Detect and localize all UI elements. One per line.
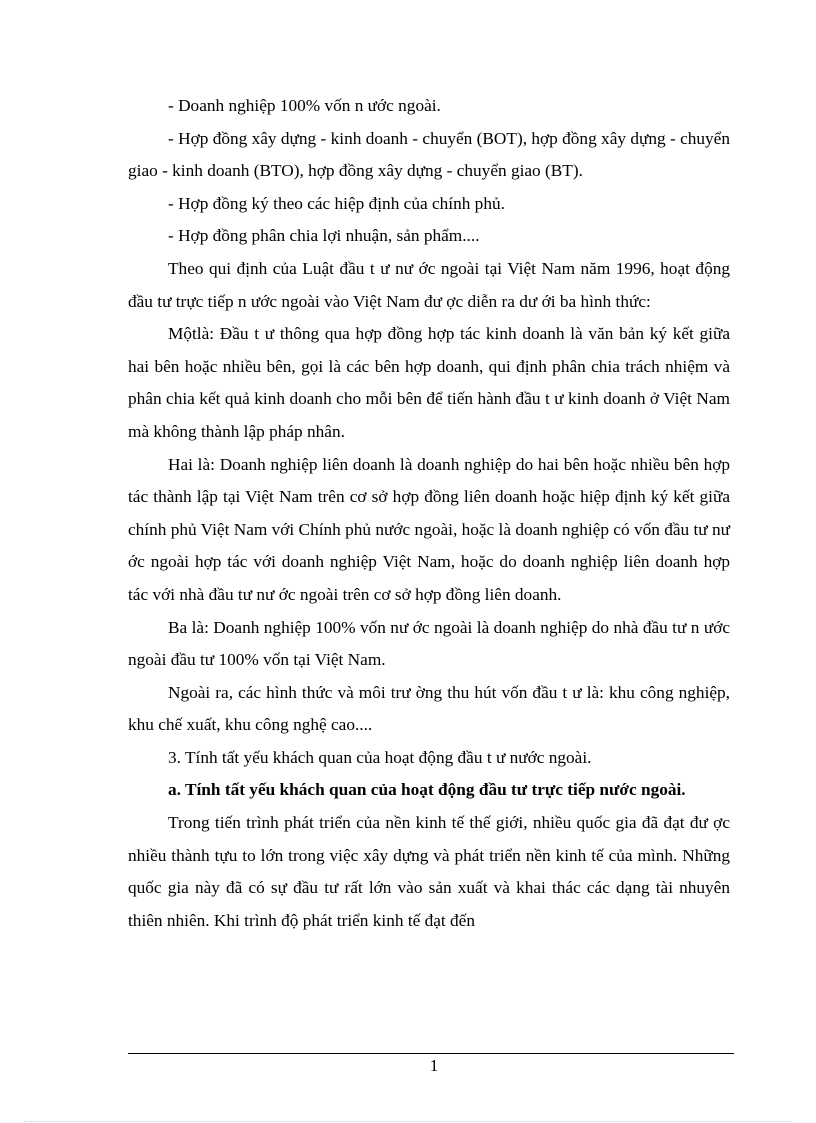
paragraph-other-forms: Ngoài ra, các hình thức và môi trư ờng thu hút vốn đầu t ư là: khu công nghiệp, khu chế xuất, khu công nghệ cao....	[128, 682, 730, 735]
document-body	[128, 90, 730, 937]
page-edge-dotted-line	[24, 1121, 792, 1122]
section-heading-3: 3. Tính tất yếu khách quan của hoạt động đầu t ư nước ngoài.	[168, 747, 592, 767]
paragraph-form-three: Ba là: Doanh nghiệp 100% vốn nư ớc ngoài là doanh nghiệp do nhà đầu tư n ước ngoài đầu tư 100% vốn tại Việt Nam.	[128, 617, 730, 670]
paragraph-bullet-government-agreements: - Hợp đồng ký theo các hiệp định của chính phủ.	[168, 193, 505, 213]
paragraph-bullet-profit-sharing: - Hợp đồng phân chia lợi nhuận, sản phẩm....	[168, 226, 480, 246]
paragraph-development-process: Trong tiến trình phát triển của nền kinh tế thế giới, nhiều quốc gia đã đạt đư ợc nhiều thành tựu to lớn trong việc xây dựng và phát triển nền kinh tế của mình. Những quốc gia này đã có sự đầu tư rất lớn vào sản xuất và khai thác các dạng tài nhuyên thiên nhiên. Khi trình độ phát triển kinh tế đạt đến	[128, 813, 730, 930]
subsection-heading-a: a. Tính tất yếu khách quan của hoạt động đầu tư trực tiếp nước ngoài.	[168, 780, 686, 800]
paragraph-form-two: Hai là: Doanh nghiệp liên doanh là doanh nghiệp do hai bên hoặc nhiều bên hợp tác thành lập tại Việt Nam trên cơ sở hợp đồng liên doanh hoặc hiệp định ký kết giữa chính phủ Việt Nam với Chính phủ nước ngoài, hoặc là doanh nghiệp có vốn đầu tư nư ớc ngoài hợp tác với doanh nghiệp Việt Nam, hoặc do doanh nghiệp liên doanh hợp tác với nhà đầu tư nư ớc ngoài trên cơ sở hợp đồng liên doanh.	[128, 454, 730, 604]
paragraph-bullet-bot-bto-bt: - Hợp đồng xây dựng - kinh doanh - chuyển (BOT), hợp đồng xây dựng - chuyển giao - kinh doanh (BTO), hợp đồng xây dựng - chuyển giao (BT).	[128, 128, 730, 181]
paragraph-form-one: Mộtlà: Đầu t ư thông qua hợp đồng hợp tác kinh doanh là văn bản ký kết giữa hai bên hoặc nhiều bên, gọi là các bên hợp doanh, qui định phân chia trách nhiệm và phân chia kết quả kinh doanh cho mỗi bên để tiến hành đầu t ư kinh doanh ở Việt Nam mà không thành lập pháp nhân.	[128, 324, 730, 441]
paragraph-law-1996: Theo qui định của Luật đầu t ư nư ớc ngoài tại Việt Nam năm 1996, hoạt động đầu tư trực tiếp n ước ngoài vào Việt Nam đư ợc diễn ra dư ới ba hình thức:	[128, 258, 730, 311]
paragraph-bullet-100-percent-foreign: - Doanh nghiệp 100% vốn n ước ngoài.	[168, 96, 441, 115]
page-number: 1	[429, 1056, 439, 1075]
